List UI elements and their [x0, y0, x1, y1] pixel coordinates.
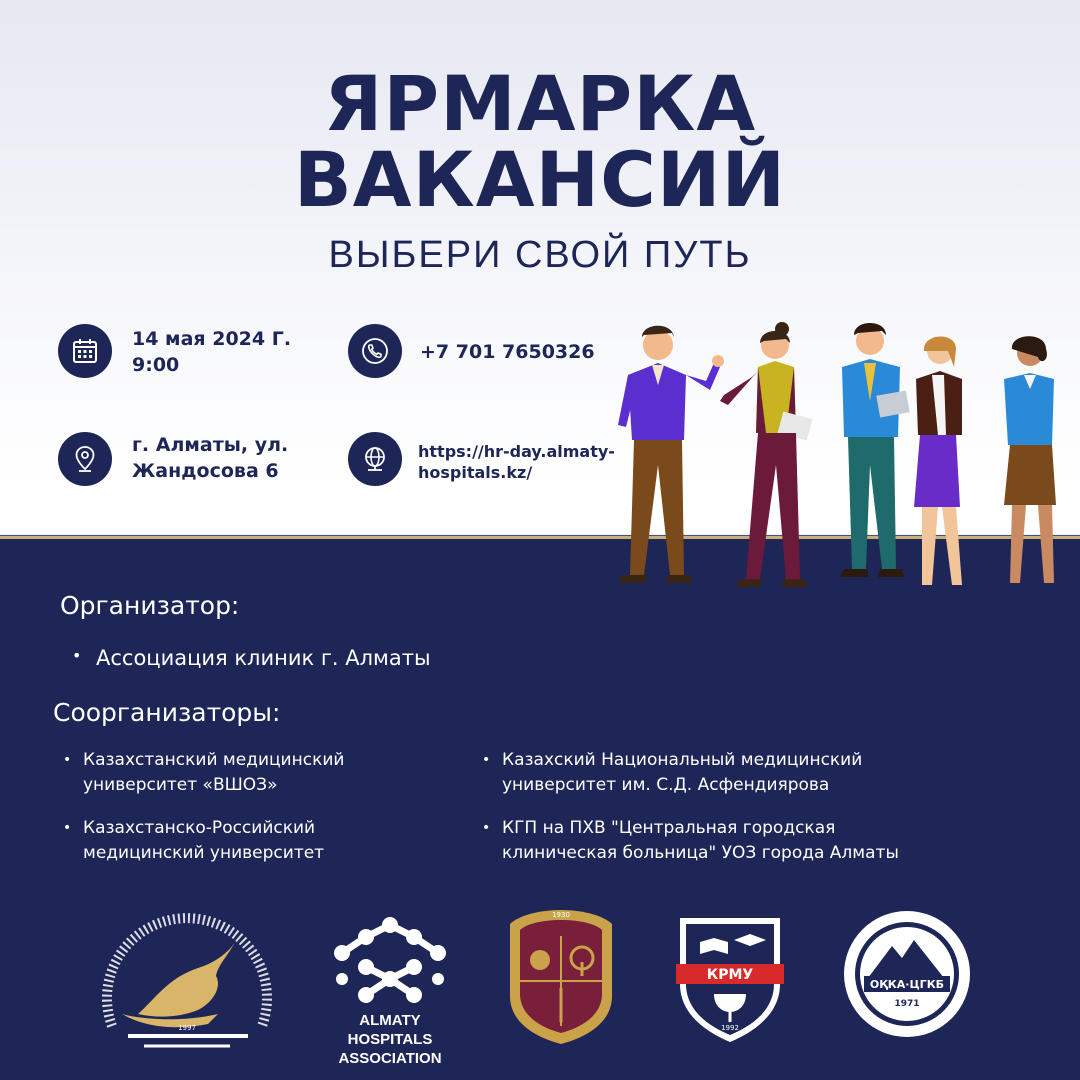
coorganizer-item	[502, 748, 942, 798]
almaty-hospitals-association-logo	[320, 915, 460, 1067]
coorganizer-line: • Казахстанско-Российский	[83, 818, 316, 838]
person-brown-woman	[914, 336, 962, 585]
event-time-text: 9:00	[132, 354, 180, 376]
okka-label: ОҚКА·ЦГКБ	[869, 978, 945, 991]
krmu-year: 1992	[721, 1024, 739, 1032]
subtitle: ВЫБЕРИ СВОЙ ПУТЬ	[328, 234, 752, 276]
people-illustration	[600, 315, 1070, 605]
title-line-1: ЯРМАРКА	[323, 59, 757, 148]
coorganizer-item	[502, 816, 942, 866]
organizer-heading: Организатор:	[60, 591, 240, 620]
phone-number[interactable]: +7 701 7650326	[420, 341, 595, 363]
aha-caption-line-1: ALMATY HOSPITALS	[347, 1012, 433, 1048]
coorganizer-line: медицинский университет	[83, 843, 325, 863]
okka-cgkb-logo	[842, 906, 972, 1046]
phone-icon	[348, 324, 402, 378]
location-pin-icon	[58, 432, 112, 486]
asfen-year: 1930	[552, 911, 570, 919]
person-purple-man	[618, 326, 724, 583]
event-date-text: 14 мая 2024 Г.	[132, 328, 292, 350]
coorganizer-item	[83, 748, 523, 798]
title-line-2: ВАКАНСИЙ	[293, 135, 787, 224]
vshoz-year: 1997	[178, 1024, 196, 1032]
person-uniform-woman	[1004, 336, 1056, 583]
event-date	[132, 326, 291, 378]
person-blue-man	[840, 323, 910, 577]
coorganizer-line: • КГП на ПХВ "Центральная городская	[502, 818, 836, 838]
coorganizer-line: • Казахстанский медицинский	[83, 750, 345, 770]
asfendiyarov-university-logo	[504, 906, 618, 1046]
calendar-icon	[58, 324, 112, 378]
coorganizer-line: клиническая больница" УОЗ города Алматы	[502, 843, 899, 863]
coorganizer-line: • Казахский Национальный медицинский	[502, 750, 863, 770]
krmu-logo	[674, 914, 786, 1044]
aha-caption-line-2: ASSOCIATION	[338, 1050, 442, 1067]
address-line-2: Жандосова 6	[132, 460, 279, 482]
okka-year: 1971	[894, 999, 920, 1009]
coorganizer-line: университет «ВШОЗ»	[83, 775, 278, 795]
organizer-item: • Ассоциация клиник г. Алматы	[96, 646, 431, 670]
website-link[interactable]	[418, 441, 615, 483]
coorganizer-item	[83, 816, 523, 866]
url-line-2: hospitals.kz/	[418, 463, 533, 482]
aha-network-icon	[320, 915, 460, 1010]
coorganizers-heading: Соорганизаторы:	[53, 698, 281, 727]
krmu-label: КРМУ	[706, 967, 754, 983]
person-yellow-woman	[720, 322, 812, 587]
coorganizer-line: университет им. С.Д. Асфендиярова	[502, 775, 830, 795]
vshoz-logo	[98, 906, 276, 1056]
event-address	[132, 432, 288, 484]
aha-caption	[320, 1011, 460, 1068]
address-line-1: г. Алматы, ул.	[132, 434, 289, 456]
url-line-1: https://hr-day.almaty-	[418, 442, 615, 461]
globe-icon	[348, 432, 402, 486]
